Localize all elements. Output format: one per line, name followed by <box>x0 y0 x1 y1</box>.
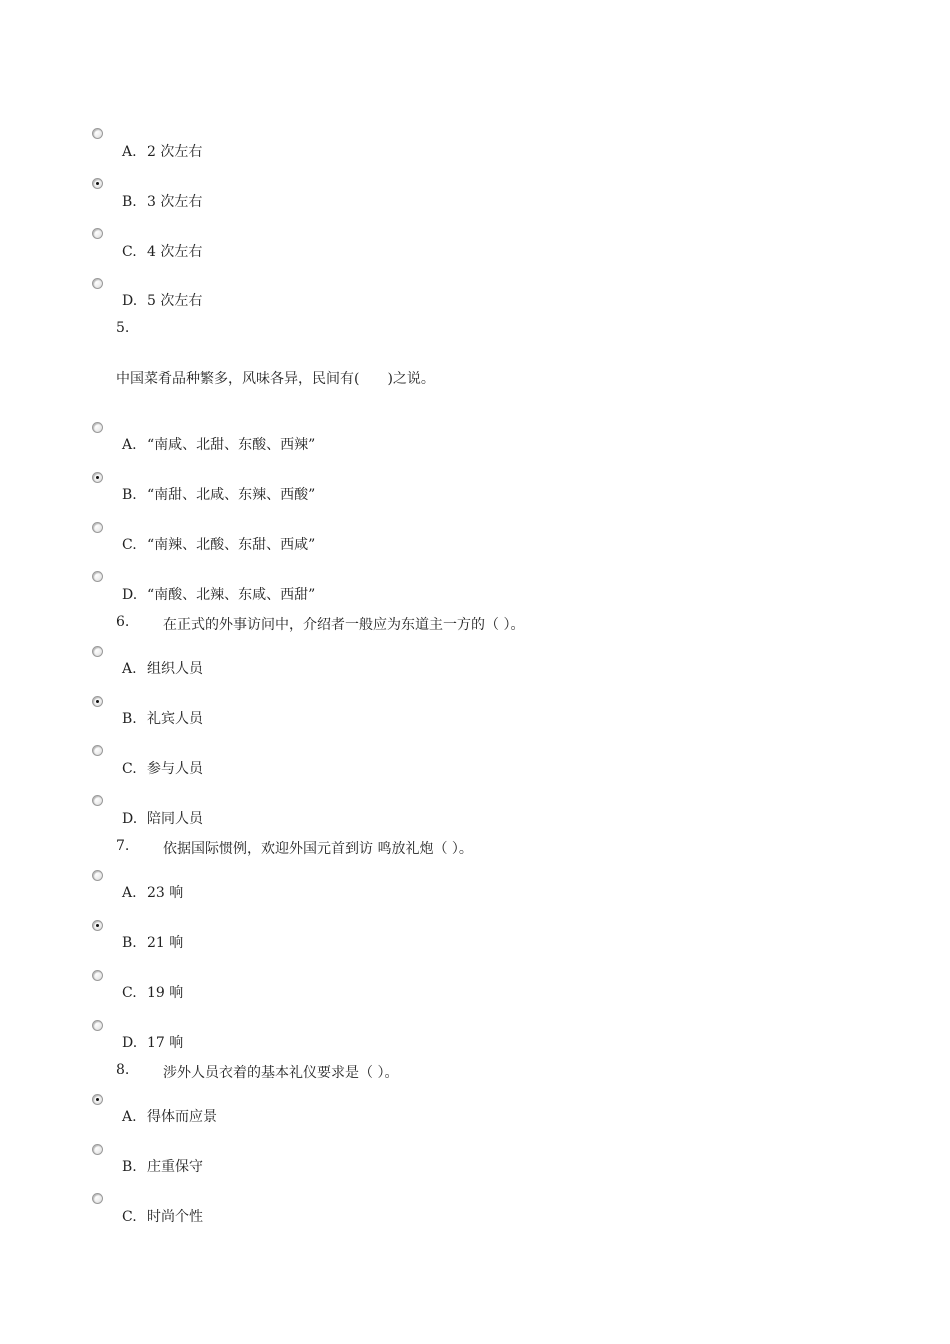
q5-number: 5. <box>116 320 130 336</box>
q6-option-a: A. 组织人员 <box>122 661 203 677</box>
q4-option-a-radio[interactable] <box>92 128 103 139</box>
q5-option-b-radio[interactable] <box>92 472 103 483</box>
q5-option-a: A. “南咸、北甜、东酸、西辣” <box>122 437 316 453</box>
q7-option-a: A. 23 响 <box>122 885 184 901</box>
q4-option-c: C. 4 次左右 <box>122 244 203 260</box>
q7-option-c-radio[interactable] <box>92 970 103 981</box>
q7-option-d: D. 17 响 <box>122 1035 184 1051</box>
q5-option-d-radio[interactable] <box>92 571 103 582</box>
q5-option-d: D. “南酸、北辣、东咸、西甜” <box>122 587 316 603</box>
q7-number: 7. <box>116 838 130 854</box>
q8-option-b: B. 庄重保守 <box>122 1159 203 1175</box>
q7-text: 依据国际惯例，欢迎外国元首到访 鸣放礼炮（ ）。 <box>163 841 473 857</box>
q7-option-c: C. 19 响 <box>122 985 184 1001</box>
q8-option-b-radio[interactable] <box>92 1144 103 1155</box>
q8-text: 涉外人员衣着的基本礼仪要求是（ ）。 <box>163 1065 399 1081</box>
q6-option-b-radio[interactable] <box>92 696 103 707</box>
q5-option-c-radio[interactable] <box>92 522 103 533</box>
q5-option-b: B. “南甜、北咸、东辣、西酸” <box>122 487 316 503</box>
q6-option-d: D. 陪同人员 <box>122 811 203 827</box>
q6-option-b: B. 礼宾人员 <box>122 711 203 727</box>
q7-option-d-radio[interactable] <box>92 1020 103 1031</box>
q8-number: 8. <box>116 1062 130 1078</box>
q4-option-c-radio[interactable] <box>92 228 103 239</box>
q8-option-c-radio[interactable] <box>92 1193 103 1204</box>
q8-option-a: A. 得体而应景 <box>122 1109 217 1125</box>
q4-option-a: A. 2 次左右 <box>122 144 203 160</box>
q4-option-d: D. 5 次左右 <box>122 293 203 309</box>
q5-option-c: C. “南辣、北酸、东甜、西咸” <box>122 537 316 553</box>
q6-option-a-radio[interactable] <box>92 646 103 657</box>
q7-option-a-radio[interactable] <box>92 870 103 881</box>
q6-number: 6. <box>116 614 130 630</box>
q5-option-a-radio[interactable] <box>92 422 103 433</box>
q7-option-b: B. 21 响 <box>122 935 184 951</box>
q4-option-b: B. 3 次左右 <box>122 194 203 210</box>
q8-option-a-radio[interactable] <box>92 1094 103 1105</box>
q5-text: 中国菜肴品种繁多，风味各异，民间有( )之说。 <box>116 371 435 387</box>
q6-option-c: C. 参与人员 <box>122 761 203 777</box>
q6-option-d-radio[interactable] <box>92 795 103 806</box>
q7-option-b-radio[interactable] <box>92 920 103 931</box>
q8-option-c: C. 时尚个性 <box>122 1209 203 1225</box>
q6-option-c-radio[interactable] <box>92 745 103 756</box>
q4-option-b-radio[interactable] <box>92 178 103 189</box>
q4-option-d-radio[interactable] <box>92 278 103 289</box>
q6-text: 在正式的外事访问中，介绍者一般应为东道主一方的（ ）。 <box>163 617 525 633</box>
